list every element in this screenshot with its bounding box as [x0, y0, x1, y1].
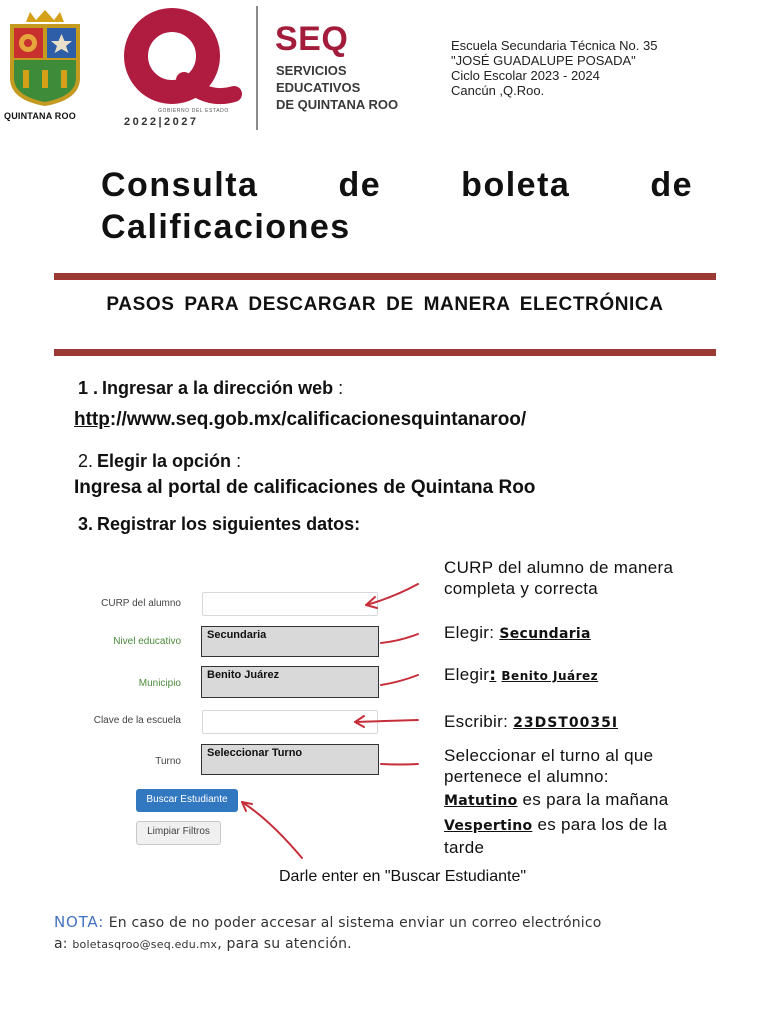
url-rest: ://www.seq.gob.mx/calificacionesquintanaroo/ [109, 409, 527, 430]
matutino-line [444, 789, 668, 812]
turno-instruction [444, 745, 668, 858]
municipio-instruction [444, 664, 598, 687]
turno-label: Turno [155, 756, 181, 767]
municipio-option: Benito Juárez [501, 669, 599, 683]
municipio-instruction-prefix: Elegir [444, 665, 490, 684]
step-2 [78, 451, 241, 472]
seq-name-line2: EDUCATIVOS [276, 80, 361, 95]
curp-instruction-line2: completa y correcta [444, 579, 599, 598]
vespertino-desc-line2: tarde [444, 838, 485, 857]
seq-name-line3: DE QUINTANA ROO [276, 97, 399, 112]
step-3-label: Registrar los siguientes datos: [97, 514, 361, 534]
municipio-label: Municipio [138, 678, 181, 689]
clave-instruction-prefix: Escribir: [444, 712, 509, 731]
nivel-instruction-prefix: Elegir: [444, 623, 495, 642]
gov-caption: GOBIERNO DEL ESTADO [158, 108, 229, 114]
note-email-link[interactable]: boletasqroo@seq.edu.mx [72, 938, 218, 951]
school-line2: "JOSÉ GUADALUPE POSADA" [451, 53, 636, 68]
title-line1: Consulta de boleta de [101, 166, 693, 204]
school-line1: Escuela Secundaria Técnica No. 35 [451, 38, 658, 53]
nivel-label: Nivel educativo [113, 636, 181, 647]
step-1-url[interactable] [74, 409, 526, 431]
button-arrow-head-icon [242, 802, 252, 811]
turno-instruction-line2: pertenece el alumno: [444, 767, 609, 786]
step-2-option: Ingresa al portal de calificaciones de Quintana Roo [74, 477, 536, 498]
seq-name-line1: SERVICIOS [276, 63, 347, 78]
steps-heading: PASOS PARA DESCARGAR DE MANERA ELECTRÓNICA [106, 294, 664, 315]
note-suffix: , para su atención. [217, 936, 352, 952]
url-prefix: http [74, 409, 110, 430]
turno-arrow-icon [381, 764, 418, 765]
enter-note: Darle enter en "Buscar Estudiante" [279, 868, 527, 885]
note-label: NOTA: [54, 913, 105, 931]
turno-select[interactable]: Seleccionar Turno [201, 744, 379, 775]
school-line3: Ciclo Escolar 2023 - 2024 [451, 68, 600, 83]
state-coat-of-arms-logo [6, 8, 84, 108]
municipio-colon: : [489, 665, 497, 685]
turno-instruction-line1: Seleccionar el turno al que [444, 746, 654, 765]
step-1-colon: : [338, 378, 344, 398]
seq-full-name [276, 62, 398, 113]
curp-instruction-line1: CURP del alumno de manera [444, 558, 674, 577]
step-1-number: 1 . [78, 378, 99, 398]
municipio-arrow-icon [381, 675, 418, 685]
step-2-colon: : [236, 451, 242, 471]
note-to-prefix: a: [54, 936, 68, 952]
top-divider-rule [54, 273, 716, 280]
curp-input[interactable] [202, 592, 378, 616]
step-2-label: Elegir la opción [97, 451, 232, 471]
clear-filters-button[interactable]: Limpiar Filtros [136, 821, 221, 845]
page-title [101, 164, 693, 248]
municipio-select[interactable]: Benito Juárez [201, 666, 379, 698]
vespertino-option: Vespertino [444, 818, 533, 834]
clave-code: 23DST0035I [513, 715, 619, 731]
step-3 [78, 514, 360, 535]
vespertino-line [444, 814, 668, 837]
step-2-number: 2. [78, 451, 94, 471]
nivel-instruction [444, 622, 591, 645]
curp-label: CURP del alumno [101, 598, 181, 609]
step-3-number: 3. [78, 514, 94, 534]
matutino-option: Matutino [444, 793, 518, 809]
search-student-button[interactable]: Buscar Estudiante [136, 789, 238, 812]
step-1-label: Ingresar a la dirección web [102, 378, 334, 398]
government-q-logo [112, 8, 242, 108]
nivel-arrow-icon [381, 634, 418, 643]
note-text1: En caso de no poder accesar al sistema enviar un correo electrónico [108, 915, 602, 931]
school-info [451, 38, 657, 98]
matutino-desc: es para la mañana [522, 790, 669, 809]
clave-instruction [444, 711, 618, 734]
title-line2: Calificaciones [101, 208, 351, 246]
clave-label: Clave de la escuela [93, 715, 181, 726]
button-arrow-icon [242, 802, 302, 858]
gov-years: 2022|2027 [124, 116, 199, 128]
footer-note [54, 912, 734, 955]
bottom-divider-rule [54, 349, 716, 356]
state-name-label: QUINTANA ROO [4, 111, 76, 121]
school-line4: Cancún ,Q.Roo. [451, 83, 545, 98]
clave-input[interactable] [202, 710, 378, 734]
nivel-select[interactable]: Secundaria [201, 626, 379, 657]
header-divider [256, 6, 258, 130]
seq-acronym: SEQ [275, 20, 349, 58]
curp-instruction [444, 557, 673, 599]
step-1 [78, 378, 343, 399]
vespertino-desc: es para los de la [537, 815, 668, 834]
nivel-option: Secundaria [499, 626, 591, 642]
